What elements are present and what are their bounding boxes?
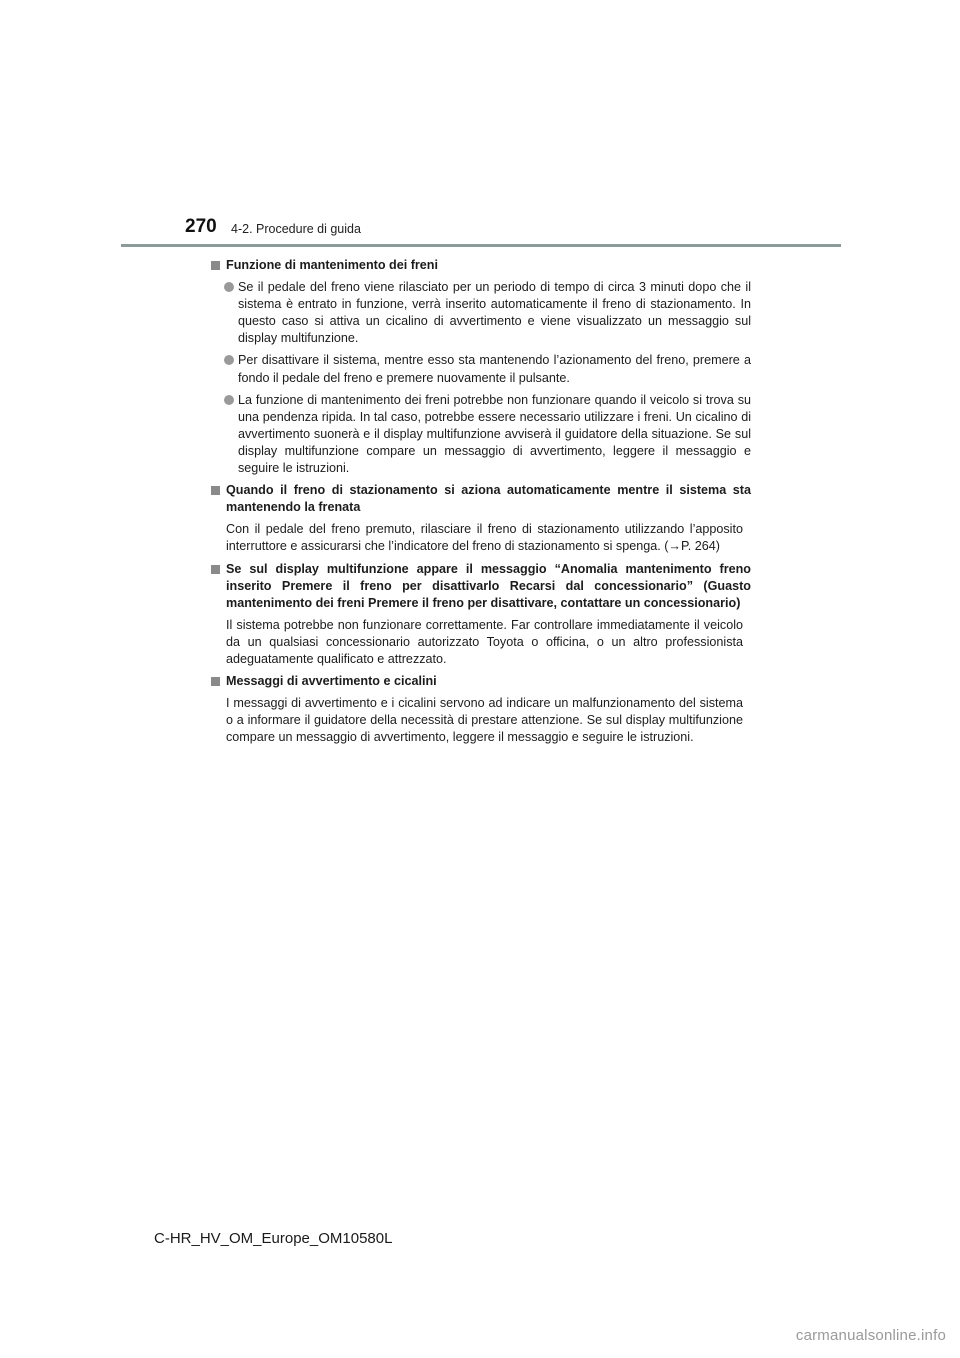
list-item-text: La funzione di mantenimento dei freni potrebbe non funzionare quando il veicolo si trova su una pendenza ripida. In tal caso, potrebbe essere necessario utilizzare i freni. Un cicalino di avvertimento suonerà e il display multifunzione avviserà il guidatore della situazione. Se sul display multifunzione compare un messaggio di avvertimento, leggere il messaggio e seguire le istruzioni. [238,392,751,476]
list-item [211,392,751,477]
section-heading [211,561,751,612]
section-heading-text: Se sul display multifunzione appare il messaggio “Anomalia mantenimento freno inserito Premere il freno per disattivarlo Recarsi dal concessionario” (Guasto mantenimento dei freni Premere il freno per disattivare, contattare un concessionario) [226,561,751,610]
section-heading-text: Quando il freno di stazionamento si aziona automaticamente mentre il sistema sta mantenendo la frenata [226,483,751,515]
round-bullet-icon [224,355,234,365]
section-paragraph: I messaggi di avvertimento e i cicalini servono ad indicare un malfunzionamento del sistema o a informare il guidatore della necessità di prestare attenzione. Se sul display multifunzione compare un messaggio di avvertimento, leggere il messaggio e seguire le istruzioni. [226,696,743,745]
section-auto-parking-brake [211,482,751,555]
square-bullet-icon [211,486,220,495]
watermark: carmanualsonline.info [795,1327,946,1344]
square-bullet-icon [211,261,220,270]
section-paragraph: Con il pedale del freno premuto, rilasciare il freno di stazionamento utilizzando l’apposito interruttore e assicurarsi che l’indicatore del freno di stazionamento si spenga. (→P. 264) [226,522,743,554]
section-heading [211,257,751,274]
list-item-text: Per disattivare il sistema, mentre esso sta mantenendo l’azionamento del freno, premere a fondo il pedale del freno e premere nuovamente il pulsante. [238,353,751,385]
page-content [211,257,751,746]
section-paragraph: Il sistema potrebbe non funzionare correttamente. Far controllare immediatamente il veicolo da un qualsiasi concessionario autorizzato Toyota o officina, o un altro professionista adeguatamente qualificato e attrezzato. [226,617,743,666]
section-warning-messages [211,673,751,746]
square-bullet-icon [211,565,220,574]
section-heading [211,673,751,690]
section-heading [211,482,751,516]
round-bullet-icon [224,282,234,292]
round-bullet-icon [224,395,234,405]
list-item-text: Se il pedale del freno viene rilasciato per un periodo di tempo di circa 3 minuti dopo che il sistema è entrato in funzione, verrà inserito automaticamente il freno di stazionamento. In questo caso si attiva un cicalino di avvertimento e viene visualizzato un messaggio sul display multifunzione. [238,280,751,346]
page-number: 270 [185,216,217,237]
list-item [211,279,751,347]
section-malfunction-message [211,561,751,669]
list-item [211,352,751,386]
square-bullet-icon [211,677,220,686]
section-heading-text: Messaggi di avvertimento e cicalini [226,674,437,689]
section-heading-text: Funzione di mantenimento dei freni [226,258,439,272]
section-brake-hold-function [211,257,751,477]
header-rule [121,244,841,247]
section-reference: 4-2. Procedure di guida [231,222,361,236]
document-code: C-HR_HV_OM_Europe_OM10580L [154,1230,393,1247]
